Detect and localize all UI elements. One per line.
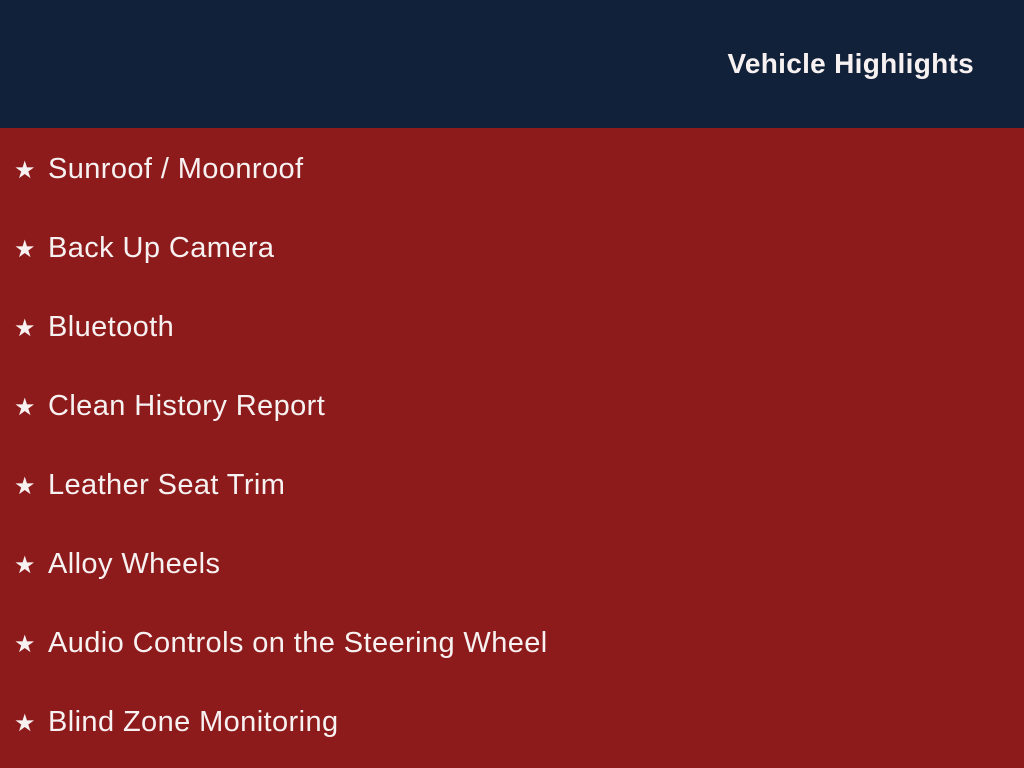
slide-header [0, 0, 1024, 128]
list-item [12, 209, 1024, 288]
highlight-label: Back Up Camera [48, 232, 275, 264]
list-item [12, 446, 1024, 525]
slide-body [0, 128, 1024, 768]
star-icon: ★ [14, 551, 36, 579]
highlight-label: Blind Zone Monitoring [48, 706, 339, 738]
list-item [12, 604, 1024, 683]
star-icon: ★ [14, 630, 36, 658]
star-icon: ★ [14, 472, 36, 500]
highlight-label: Alloy Wheels [48, 548, 221, 580]
star-icon: ★ [14, 393, 36, 421]
star-icon: ★ [14, 235, 36, 263]
star-icon: ★ [14, 156, 36, 184]
highlight-label: Sunroof / Moonroof [48, 153, 304, 185]
list-item [12, 683, 1024, 762]
highlight-label: Bluetooth [48, 311, 175, 343]
highlight-label: Audio Controls on the Steering Wheel [48, 627, 548, 659]
list-item [12, 525, 1024, 604]
list-item [12, 288, 1024, 367]
list-item [12, 367, 1024, 446]
list-item [12, 130, 1024, 209]
highlight-label: Clean History Report [48, 390, 326, 422]
highlights-list [12, 130, 1024, 762]
page-title: Vehicle Highlights [727, 48, 974, 79]
highlight-label: Leather Seat Trim [48, 469, 286, 501]
star-icon: ★ [14, 709, 36, 737]
star-icon: ★ [14, 314, 36, 342]
